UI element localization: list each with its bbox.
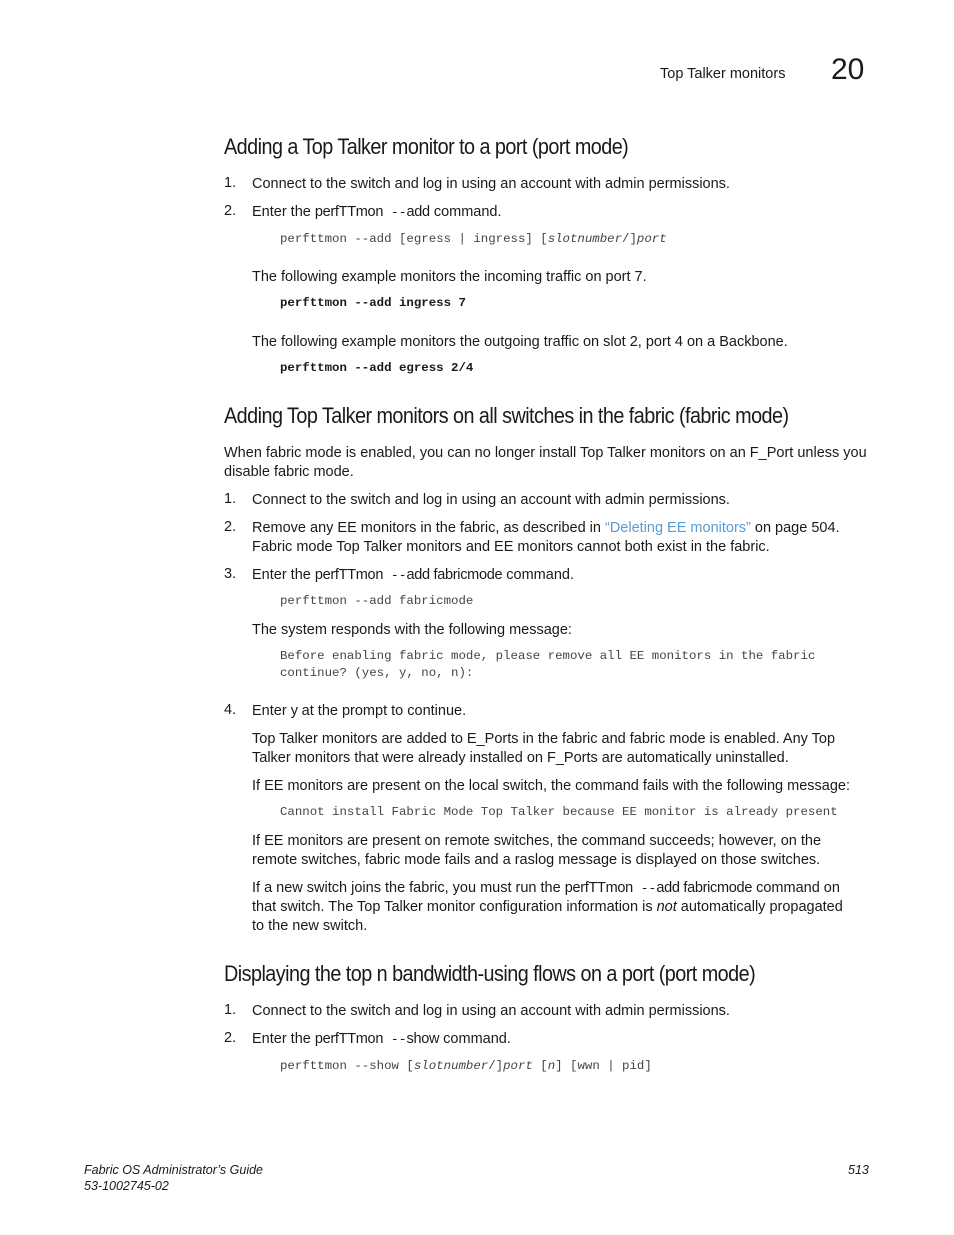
step-text: Connect to the switch and log in using an account with admin permissions. xyxy=(252,176,730,192)
step-number: 1. xyxy=(224,1002,237,1018)
paragraph: If EE monitors are present on the local switch, the command fails with the following message: xyxy=(252,778,851,794)
cross-reference-link[interactable]: “Deleting EE monitors” xyxy=(605,520,751,536)
example-code: perfttmon --add ingress 7 xyxy=(280,296,466,310)
step-text: Connect to the switch and log in using an account with admin permissions. xyxy=(252,492,730,508)
example-description: The following example monitors the outgoing traffic on slot 2, port 4 on a Backbone. xyxy=(252,334,788,350)
step-number: 2. xyxy=(224,1030,237,1046)
command-option: show xyxy=(406,1031,440,1047)
step-text: Remove any EE monitors in the fabric, as described in “Deleting EE monitors” on page 504. Fabric mode Top Talker monitors and EE monitors cannot both exist in the fabric. xyxy=(252,520,840,555)
step-text: Enter the perfTTmon --add fabricmode command. xyxy=(252,567,574,583)
command-option: add xyxy=(406,204,430,220)
section-heading-show-flows: Displaying the top n bandwidth-using flows on a port (port mode) xyxy=(224,961,756,986)
chapter-number: 20 xyxy=(831,53,865,86)
command-name: perfTTmon xyxy=(564,880,633,896)
command-option: add fabricmode xyxy=(406,567,503,583)
step-text: Enter the perfTTmon --show command. xyxy=(252,1031,511,1047)
paragraph: If EE monitors are present on remote switches, the command succeeds; however, on the remote switches, fabric mode fails and a raslog message is displayed on those switches. xyxy=(252,833,822,868)
section-heading-fabric-mode: Adding Top Talker monitors on all switches in the fabric (fabric mode) xyxy=(224,403,789,428)
error-code: Cannot install Fabric Mode Top Talker because EE monitor is already present xyxy=(280,805,838,819)
command-option: y xyxy=(290,703,298,719)
paragraph: Top Talker monitors are added to E_Ports in the fabric and fabric mode is enabled. Any Top Talker monitors that were already installed on F_Ports are automatically uninstalled. xyxy=(252,731,836,766)
footer-guide-info xyxy=(84,1162,263,1194)
step-number: 2. xyxy=(224,203,237,219)
paragraph: If a new switch joins the fabric, you must run the perfTTmon --add fabricmode command on that switch. The Top Talker monitor configuration information is not automatically propagated to the new switch. xyxy=(252,880,843,934)
running-header: Top Talker monitors xyxy=(660,66,786,82)
command-option: add fabricmode xyxy=(656,880,753,896)
command-syntax: perfttmon --add [egress | ingress] [slotnumber/]port xyxy=(280,232,667,246)
guide-title: Fabric OS Administrator’s Guide xyxy=(84,1163,263,1177)
command-name: perfTTmon xyxy=(314,204,384,220)
step-number: 1. xyxy=(224,175,237,191)
step-number: 2. xyxy=(224,519,237,535)
section-heading-port-mode: Adding a Top Talker monitor to a port (port mode) xyxy=(224,134,629,159)
response-description: The system responds with the following message: xyxy=(252,622,572,638)
example-code: perfttmon --add egress 2/4 xyxy=(280,361,474,375)
command-code: perfttmon --add fabricmode xyxy=(280,594,474,608)
step-number: 4. xyxy=(224,702,237,718)
page-number: 513 xyxy=(848,1163,869,1177)
step-number: 3. xyxy=(224,566,237,582)
command-name: perfTTmon xyxy=(314,567,384,583)
command-name: perfTTmon xyxy=(314,1031,384,1047)
doc-number: 53-1002745-02 xyxy=(84,1179,169,1193)
response-code: Before enabling fabric mode, please remove all EE monitors in the fabric continue? (yes, y, no, n): xyxy=(280,649,816,680)
command-syntax: perfttmon --show [slotnumber/]port [n] [wwn | pid] xyxy=(280,1059,652,1073)
step-text: Enter the perfTTmon --add command. xyxy=(252,204,502,220)
step-number: 1. xyxy=(224,491,237,507)
intro-paragraph: When fabric mode is enabled, you can no longer install Top Talker monitors on an F_Port unless you disable fabric mode. xyxy=(224,445,867,480)
step-text: Connect to the switch and log in using an account with admin permissions. xyxy=(252,1003,730,1019)
example-description: The following example monitors the incoming traffic on port 7. xyxy=(252,269,647,285)
step-text: Enter y at the prompt to continue. xyxy=(252,703,467,719)
